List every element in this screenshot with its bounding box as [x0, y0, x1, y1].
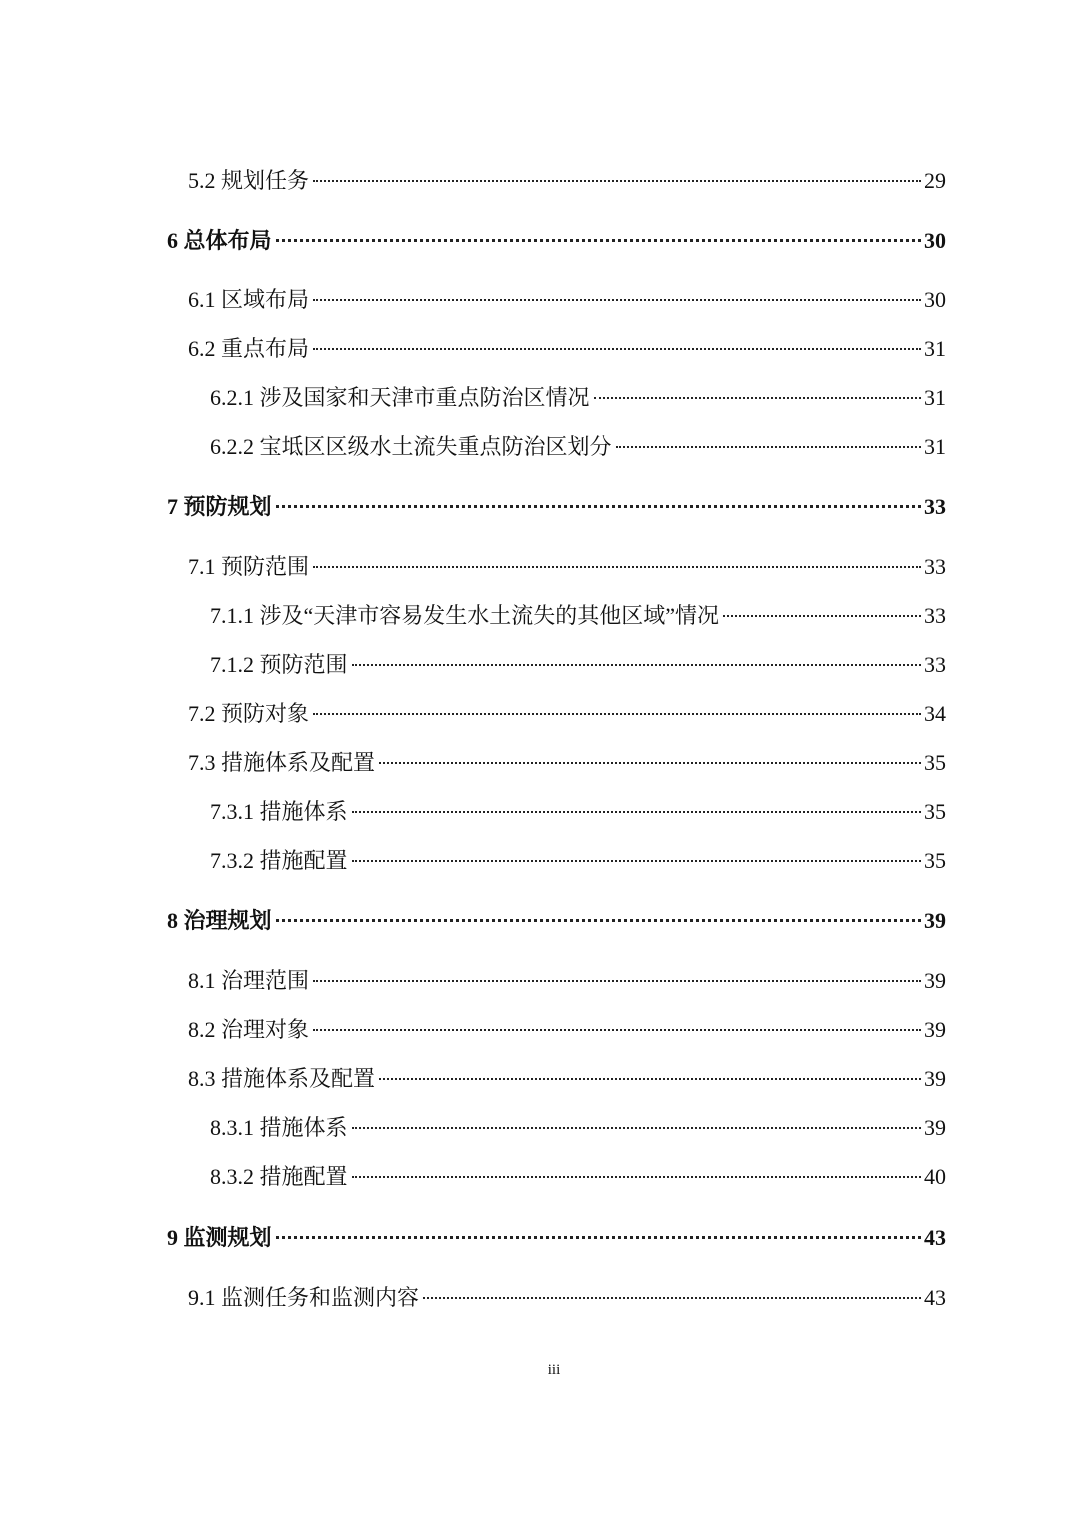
toc-entry-page: 40 [924, 1164, 946, 1189]
toc-entry-6[interactable] [167, 226, 946, 256]
dot-leader [276, 239, 921, 242]
dot-leader [352, 664, 921, 666]
toc-entry-label: 6 总体布局 [167, 228, 272, 253]
toc-entry-label: 7.1.2 预防范围 [210, 652, 348, 677]
toc-entry-page: 30 [924, 287, 946, 312]
toc-entry-7-1[interactable] [188, 552, 946, 582]
dot-leader [276, 919, 921, 922]
dot-leader [313, 180, 921, 182]
toc-entry-5-2[interactable] [188, 166, 946, 196]
toc-entry-8-3-2[interactable] [210, 1162, 946, 1192]
toc-entry-label: 7 预防规划 [167, 494, 272, 519]
toc-entry-9-1[interactable] [188, 1283, 946, 1313]
toc-entry-7-3-1[interactable] [210, 797, 946, 827]
toc-entry-page: 43 [924, 1285, 946, 1310]
dot-leader [276, 1236, 921, 1239]
toc-entry-label: 6.2.2 宝坻区区级水土流失重点防治区划分 [210, 434, 612, 459]
toc-entry-7-3[interactable] [188, 748, 946, 778]
toc-entry-label: 7.2 预防对象 [188, 701, 310, 726]
dot-leader [594, 397, 921, 399]
dot-leader [352, 1176, 921, 1178]
toc-entry-label: 8.3 措施体系及配置 [188, 1066, 376, 1091]
toc-entry-page: 30 [924, 228, 946, 253]
toc-entry-label: 6.1 区域布局 [188, 287, 310, 312]
dot-leader [313, 348, 921, 350]
toc-entry-9[interactable] [167, 1223, 946, 1253]
toc-entry-7-1-1[interactable] [210, 601, 946, 631]
toc-entry-7-3-2[interactable] [210, 846, 946, 876]
dot-leader [313, 566, 921, 568]
toc-entry-page: 39 [924, 1066, 946, 1091]
dot-leader [352, 1127, 921, 1129]
dot-leader [723, 615, 921, 617]
toc-entry-page: 35 [924, 799, 946, 824]
toc-entry-label: 8.3.2 措施配置 [210, 1164, 348, 1189]
toc-entry-label: 8 治理规划 [167, 908, 272, 933]
toc-entry-page: 31 [924, 434, 946, 459]
toc-entry-7-2[interactable] [188, 699, 946, 729]
dot-leader [276, 505, 921, 508]
toc-entry-label: 7.3.2 措施配置 [210, 848, 348, 873]
dot-leader [313, 1029, 921, 1031]
toc-entry-label: 8.3.1 措施体系 [210, 1115, 348, 1140]
toc-entry-label: 5.2 规划任务 [188, 168, 310, 193]
toc-entry-label: 7.3.1 措施体系 [210, 799, 348, 824]
toc-entry-page: 39 [924, 1017, 946, 1042]
toc-entry-label: 6.2 重点布局 [188, 336, 310, 361]
toc-entry-label: 7.1.1 涉及“天津市容易发生水土流失的其他区域”情况 [210, 603, 720, 628]
toc-entry-page: 33 [924, 494, 946, 519]
toc-entry-6-2-2[interactable] [210, 432, 946, 462]
toc-entry-7[interactable] [167, 492, 946, 522]
toc-entry-8-3[interactable] [188, 1064, 946, 1094]
toc-entry-label: 9.1 监测任务和监测内容 [188, 1285, 420, 1310]
toc-entry-8-2[interactable] [188, 1015, 946, 1045]
toc-entry-8-3-1[interactable] [210, 1113, 946, 1143]
page-number: iii [547, 1362, 561, 1378]
dot-leader [423, 1297, 921, 1299]
toc-entry-page: 39 [924, 968, 946, 993]
dot-leader [616, 446, 921, 448]
toc-entry-label: 9 监测规划 [167, 1225, 272, 1250]
toc-entry-page: 39 [924, 1115, 946, 1140]
dot-leader [379, 762, 921, 764]
toc-entry-page: 29 [924, 168, 946, 193]
dot-leader [352, 811, 921, 813]
dot-leader [313, 713, 921, 715]
toc-entry-6-1[interactable] [188, 285, 946, 315]
toc-entry-page: 34 [924, 701, 946, 726]
toc-entry-7-1-2[interactable] [210, 650, 946, 680]
dot-leader [352, 860, 921, 862]
toc-entry-page: 35 [924, 848, 946, 873]
toc-entry-page: 31 [924, 385, 946, 410]
toc-entry-label: 6.2.1 涉及国家和天津市重点防治区情况 [210, 385, 590, 410]
toc-entry-page: 35 [924, 750, 946, 775]
dot-leader [379, 1078, 921, 1080]
toc-entry-page: 43 [924, 1225, 946, 1250]
toc-entry-8[interactable] [167, 906, 946, 936]
toc-entry-label: 7.1 预防范围 [188, 554, 310, 579]
toc-entry-6-2-1[interactable] [210, 383, 946, 413]
dot-leader [313, 299, 921, 301]
toc-entry-page: 33 [924, 652, 946, 677]
toc-entry-label: 8.2 治理对象 [188, 1017, 310, 1042]
toc-entry-page: 31 [924, 336, 946, 361]
dot-leader [313, 980, 921, 982]
toc-entry-page: 39 [924, 908, 946, 933]
toc-entry-page: 33 [924, 603, 946, 628]
toc-entry-label: 7.3 措施体系及配置 [188, 750, 376, 775]
toc-entry-8-1[interactable] [188, 966, 946, 996]
toc-entry-page: 33 [924, 554, 946, 579]
toc-entry-6-2[interactable] [188, 334, 946, 364]
toc-entry-label: 8.1 治理范围 [188, 968, 310, 993]
